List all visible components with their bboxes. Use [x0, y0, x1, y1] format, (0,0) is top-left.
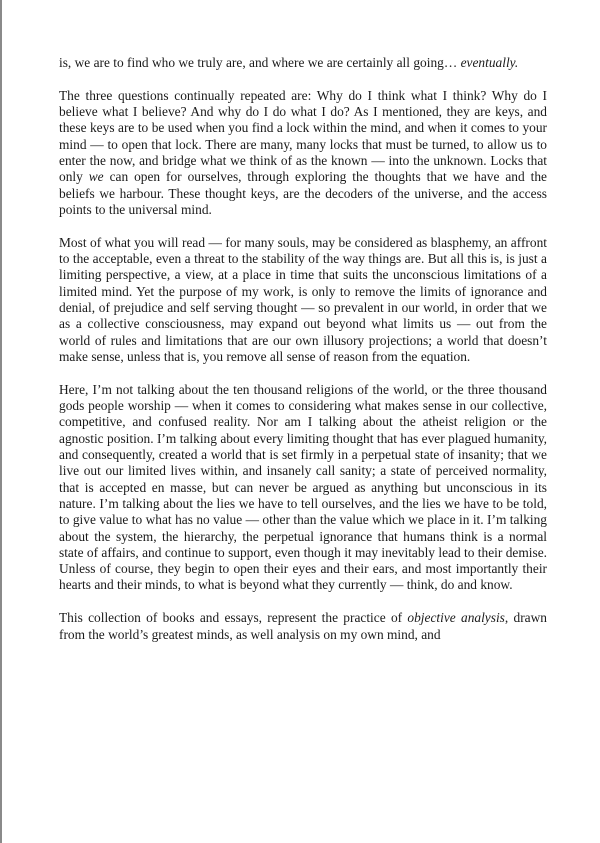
- paragraph-5-text-a: This collection of books and essays, represent the practice of: [59, 610, 403, 626]
- paragraph-5-emphasis: objective analysis: [407, 610, 505, 626]
- paragraph-1: [59, 55, 547, 71]
- paragraph-2-emphasis: we: [88, 169, 104, 185]
- paragraph-2-text-a: The three questions continually repeated are: Why do I think what I think? Why do I believe what I believe? And why do I do what I do? As I mentioned, they are keys, and these keys are to be used when you find a lock within the mind, and when it comes to your mind — to open that lock. There are many, many locks that must be turned, to allow us to enter the now, and bridge what we think of as the known — into the unknown. Locks that only: [59, 87, 547, 185]
- paragraph-4: Here, I’m not talking about the ten thousand religions of the world, or the three thousand gods people worship — when it comes to considering what makes sense in our collective, competitive, and confused reality. Nor am I talking about the atheist religion or the agnostic position. I’m talking about every limiting thought that has ever plagued humanity, and consequently, created a world that is set firmly in a perpetual state of insanity; that we live out our limited lives within, and insanely call sanity; a state of perceived normality, that is accepted en masse, but can never be argued as anything but unconscious in its nature. I’m talking about the lies we have to tell ourselves, and the lies we have to be told, to give value to what has no value — other than the value which we place in it. I’m talking about the system, the hierarchy, the perpetual ignorance that humans think is a normal state of affairs, and continue to support, even though it may inevitably lead to their demise. Unless of course, they begin to open their eyes and their ears, and most importantly their hearts and their minds, to what is beyond what they currently — think, do and know.: [59, 381, 547, 593]
- paragraph-2: [59, 88, 547, 218]
- paragraph-3: Most of what you will read — for many souls, may be considered as blasphemy, an affront to the acceptable, even a threat to the stability of the way things are. But all this is, is just a limiting perspective, a view, at a place in time that suits the unconscious limitations of a limited mind. Yet the purpose of my work, is only to remove the limits of ignorance and denial, of prejudice and self serving thought — so prevalent in our world, in order that we as a collective consciousness, may expand out beyond what limits us — out from the world of rules and limitations that are our own illusory projections; a world that doesn’t make sense, unless that is, you remove all sense of reason from the equation.: [59, 234, 547, 364]
- body-text: [59, 55, 547, 643]
- paragraph-5: [59, 610, 547, 643]
- paragraph-1-emphasis: eventually.: [460, 55, 519, 70]
- paragraph-5-text-b: , drawn from the world’s greatest minds, as well analysis on my own mind, and: [59, 610, 547, 642]
- paragraph-1-text: is, we are to find who we truly are, and where we are certainly all going…: [59, 55, 458, 70]
- paragraph-2-text-b: can open for ourselves, through exploring the thoughts that we have and the beliefs we harbour. These thought keys, are the decoders of the universe, and the access points to the universal mind.: [59, 169, 547, 217]
